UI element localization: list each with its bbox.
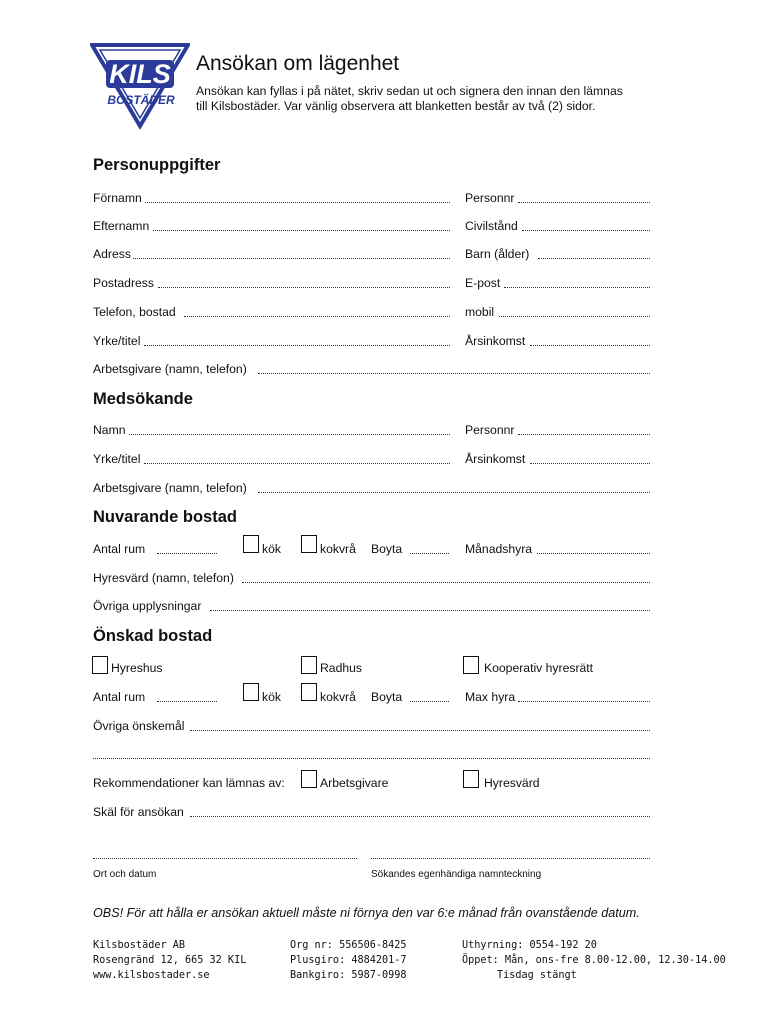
label-civilstand: Civilstånd xyxy=(465,219,518,233)
label-skal-for-ansokan: Skäl för ansökan xyxy=(93,805,184,819)
label-yrke: Yrke/titel xyxy=(93,334,141,348)
label-medsokande-arbetsgivare: Arbetsgivare (namn, telefon) xyxy=(93,481,247,495)
label-personnr: Personnr xyxy=(465,191,515,205)
field-medsokande-namn[interactable] xyxy=(129,434,450,435)
label-nuvarande-antal-rum: Antal rum xyxy=(93,542,146,556)
field-medsokande-arbetsgivare[interactable] xyxy=(258,492,650,493)
checkbox-rekommendation-arbetsgivare[interactable] xyxy=(301,770,317,788)
kils-bostader-logo xyxy=(90,42,190,130)
checkbox-rekommendation-hyresvard[interactable] xyxy=(463,770,479,788)
footer-orgnr: Org nr: 556506-8425 xyxy=(290,940,407,951)
label-ovriga-onskemal: Övriga önskemål xyxy=(93,719,185,733)
field-mobil[interactable] xyxy=(499,316,650,317)
checkbox-hyreshus[interactable] xyxy=(92,656,108,674)
label-onskad-kokvra: kokvrå xyxy=(320,690,356,704)
field-medsokande-arsinkomst[interactable] xyxy=(530,463,650,464)
field-barn[interactable] xyxy=(538,258,650,259)
label-manadshyra: Månadshyra xyxy=(465,542,533,556)
intro-line-1: Ansökan kan fyllas i på nätet, skriv sedan ut och signera den innan den lämnas xyxy=(196,84,623,98)
footer-tisdag: Tisdag stängt xyxy=(497,970,577,981)
label-onskad-boyta: Boyta xyxy=(371,690,403,704)
field-hyresvard[interactable] xyxy=(242,582,650,583)
label-telefon: Telefon, bostad xyxy=(93,305,176,319)
field-personnr[interactable] xyxy=(518,202,650,203)
field-manadshyra[interactable] xyxy=(537,553,650,554)
label-rekommendationer: Rekommendationer kan lämnas av: xyxy=(93,776,285,790)
footer-address: Rosengränd 12, 665 32 KIL xyxy=(93,955,247,966)
section-heading-nuvarande-bostad: Nuvarande bostad xyxy=(93,508,237,526)
label-nuvarande-kok: kök xyxy=(262,542,281,556)
intro-line-2: till Kilsbostäder. Var vänlig observera att blanketten består av två (2) sidor. xyxy=(196,99,596,113)
field-ovriga-upplysningar[interactable] xyxy=(210,610,650,611)
field-efternamn[interactable] xyxy=(153,230,450,231)
label-max-hyra: Max hyra xyxy=(465,690,516,704)
field-arbetsgivare[interactable] xyxy=(258,373,650,374)
field-arsinkomst[interactable] xyxy=(530,345,650,346)
label-namnteckning: Sökandes egenhändiga namnteckning xyxy=(371,869,542,880)
footer-plusgiro: Plusgiro: 4884201-7 xyxy=(290,955,407,966)
field-epost[interactable] xyxy=(504,287,650,288)
label-onskad-antal-rum: Antal rum xyxy=(93,690,146,704)
section-heading-personuppgifter: Personuppgifter xyxy=(93,156,221,174)
field-nuvarande-antal-rum[interactable] xyxy=(157,553,217,554)
footer-uthyrning: Uthyrning: 0554-192 20 xyxy=(462,940,597,951)
field-medsokande-personnr[interactable] xyxy=(518,434,650,435)
label-adress: Adress xyxy=(93,247,131,261)
label-nuvarande-boyta: Boyta xyxy=(371,542,403,556)
label-medsokande-personnr: Personnr xyxy=(465,423,515,437)
label-medsokande-namn: Namn xyxy=(93,423,126,437)
label-ovriga-upplysningar: Övriga upplysningar xyxy=(93,599,202,613)
field-nuvarande-boyta[interactable] xyxy=(410,553,449,554)
label-onskad-kok: kök xyxy=(262,690,281,704)
logo-text-bostader: BOSTÄDER xyxy=(107,93,175,107)
label-hyreshus: Hyreshus xyxy=(111,661,163,675)
checkbox-radhus[interactable] xyxy=(301,656,317,674)
label-postadress: Postadress xyxy=(93,276,154,290)
field-yrke[interactable] xyxy=(144,345,450,346)
label-hyresvard: Hyresvärd (namn, telefon) xyxy=(93,571,234,585)
label-arsinkomst: Årsinkomst xyxy=(465,334,526,348)
label-efternamn: Efternamn xyxy=(93,219,150,233)
label-radhus: Radhus xyxy=(320,661,363,675)
field-medsokande-yrke[interactable] xyxy=(144,463,450,464)
label-ort-och-datum: Ort och datum xyxy=(93,869,157,880)
label-barn: Barn (ålder) xyxy=(465,247,530,261)
footer-oppet: Öppet: Mån, ons-fre 8.00-12.00, 12.30-14.00 xyxy=(462,955,726,966)
field-adress[interactable] xyxy=(133,258,450,259)
field-fornamn[interactable] xyxy=(145,202,450,203)
obs-notice: OBS! För att hålla er ansökan aktuell måste ni förnya den var 6:e månad från ovanstående datum. xyxy=(93,906,640,920)
field-skal-for-ansokan[interactable] xyxy=(190,816,650,817)
checkbox-nuvarande-kokvra[interactable] xyxy=(301,535,317,553)
field-postadress[interactable] xyxy=(158,287,450,288)
field-ort-och-datum[interactable] xyxy=(93,858,357,859)
section-heading-medsokande: Medsökande xyxy=(93,390,193,408)
field-onskad-antal-rum[interactable] xyxy=(157,701,217,702)
section-heading-onskad-bostad: Önskad bostad xyxy=(93,627,213,645)
label-arbetsgivare: Arbetsgivare (namn, telefon) xyxy=(93,362,247,376)
logo-text-kils: KILS xyxy=(109,59,171,89)
field-max-hyra[interactable] xyxy=(518,701,650,702)
checkbox-nuvarande-kok[interactable] xyxy=(243,535,259,553)
label-nuvarande-kokvra: kokvrå xyxy=(320,542,356,556)
field-telefon[interactable] xyxy=(184,316,450,317)
field-onskad-boyta[interactable] xyxy=(410,701,449,702)
field-ovriga-onskemal[interactable] xyxy=(190,730,650,731)
footer-bankgiro: Bankgiro: 5987-0998 xyxy=(290,970,407,981)
checkbox-onskad-kokvra[interactable] xyxy=(301,683,317,701)
field-ovriga-onskemal-line-2[interactable] xyxy=(93,758,650,759)
label-medsokande-arsinkomst: Årsinkomst xyxy=(465,452,526,466)
label-medsokande-yrke: Yrke/titel xyxy=(93,452,141,466)
footer-web[interactable]: www.kilsbostader.se xyxy=(93,970,210,981)
field-namnteckning[interactable] xyxy=(371,858,650,859)
label-rekommendation-hyresvard: Hyresvärd xyxy=(484,776,540,790)
label-mobil: mobil xyxy=(465,305,495,319)
label-kooperativ-hyresratt: Kooperativ hyresrätt xyxy=(484,661,594,675)
checkbox-kooperativ-hyresratt[interactable] xyxy=(463,656,479,674)
label-fornamn: Förnamn xyxy=(93,191,142,205)
footer-company: Kilsbostäder AB xyxy=(93,940,186,951)
label-epost: E-post xyxy=(465,276,501,290)
label-rekommendation-arbetsgivare: Arbetsgivare xyxy=(320,776,389,790)
field-civilstand[interactable] xyxy=(522,230,650,231)
checkbox-onskad-kok[interactable] xyxy=(243,683,259,701)
page-title: Ansökan om lägenhet xyxy=(196,52,400,75)
